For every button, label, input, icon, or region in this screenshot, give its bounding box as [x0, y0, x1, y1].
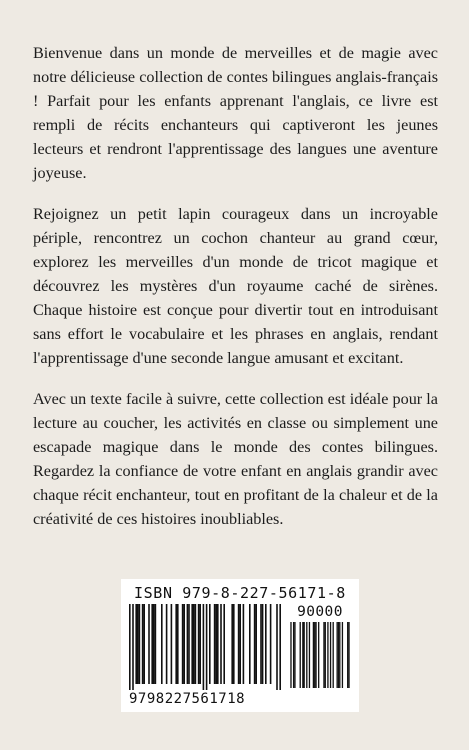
barcode-bar	[214, 604, 216, 684]
barcode-bar	[239, 604, 241, 684]
ean-digits: 9798227561718	[129, 691, 246, 707]
barcode-bar	[217, 604, 219, 684]
barcode-bar	[215, 604, 217, 684]
barcode-bar	[198, 604, 200, 684]
barcode-bar	[142, 604, 144, 684]
barcode-bar	[327, 622, 328, 688]
barcode-bar	[177, 604, 179, 684]
barcode-bar	[206, 604, 208, 690]
addon-barcode	[289, 622, 351, 688]
blurb-paragraph-2: Rejoignez un petit lapin courageux dans un incroyable périple, rencontrez un cochon chanteur au grand cœur, explorez les merveilles d'un monde de tricot magique et découvrez les mystères d'un royaume caché de sirènes. Chaque histoire est conçue pour divertir tout en introduisant sans effort le vocabulaire et les phrases en anglais, rendant l'apprentissage d'une seconde langue amusant et excitant.	[33, 205, 438, 367]
barcode-bar	[294, 622, 295, 688]
barcode-bar	[161, 604, 163, 684]
barcode-bar	[209, 604, 211, 684]
barcode-bar	[166, 604, 168, 684]
barcode-bar	[143, 604, 145, 684]
barcode-bar	[249, 604, 251, 684]
barcode-bar	[300, 622, 301, 688]
barcode-bar	[188, 604, 190, 684]
barcode-bar	[336, 622, 337, 688]
barcode-bar	[314, 622, 315, 688]
barcode-bar	[129, 604, 131, 690]
barcode-bar	[193, 604, 195, 684]
barcode-bar	[309, 622, 310, 688]
barcode-bar	[191, 604, 193, 684]
barcode-bar	[276, 604, 278, 690]
barcode-bar	[330, 622, 331, 688]
barcode-bar	[342, 622, 343, 688]
barcode-bar	[171, 604, 173, 684]
barcode-bar	[195, 604, 197, 684]
barcode-bar	[238, 604, 240, 684]
barcode-bar	[153, 604, 155, 684]
barcode-bar	[260, 604, 262, 684]
barcode-bar	[139, 604, 141, 684]
barcode-bar	[231, 604, 233, 684]
blurb-paragraph-3: Avec un texte facile à suivre, cette collection est idéale pour la lecture au coucher, les activités en classe ou simplement une escapade magique dans le monde des contes bilingues. Regardez la confiance de votre enfant en anglais grandir avec chaque récit enchanteur, tout en profitant de la chaleur et de la créativité de ces histoires inoubliables.	[33, 390, 438, 528]
barcode-bar	[151, 604, 153, 684]
barcode-bar	[135, 604, 137, 684]
barcode-bar	[155, 604, 157, 684]
barcode-bar	[199, 604, 201, 684]
barcode-bar	[338, 622, 339, 688]
isbn-barcode-panel	[121, 579, 359, 712]
barcode-bar	[339, 622, 340, 688]
barcode-bar	[347, 622, 348, 688]
blurb-text	[33, 41, 438, 548]
barcode-bar	[132, 604, 134, 690]
barcode-bar	[293, 622, 294, 688]
barcode-bar	[265, 604, 267, 684]
blurb-paragraph-1: Bienvenue dans un monde de merveilles et de magie avec notre délicieuse collection de contes bilingues anglais-français ! Parfait pour les enfants apprenant l'anglais, ce livre est rempli de récits enchanteurs qui captiveront les jeunes lecteurs et rendront l'apprentissage des langues une aventure joyeuse.	[33, 44, 438, 182]
barcode-row	[129, 604, 351, 690]
barcode-bar	[175, 604, 177, 684]
barcode-bar	[306, 622, 307, 688]
barcode-bar	[270, 604, 272, 684]
barcode-bar	[243, 604, 245, 684]
barcode-bar	[318, 622, 319, 688]
barcode-bar	[223, 604, 225, 684]
barcode-bar	[304, 622, 305, 688]
barcode-bar	[254, 604, 256, 684]
barcode-bar	[182, 604, 184, 684]
barcode-bar	[262, 604, 264, 684]
addon-price-digits: 90000	[297, 604, 343, 620]
ean13-barcode	[129, 604, 281, 690]
barcode-bar	[183, 604, 185, 684]
barcode-bar	[233, 604, 235, 684]
barcode-bar	[313, 622, 314, 688]
barcode-bar	[323, 622, 324, 688]
barcode-bar	[137, 604, 139, 684]
price-addon	[289, 604, 351, 690]
barcode-bar	[255, 604, 257, 684]
barcode-bar	[315, 622, 316, 688]
barcode-bar	[302, 622, 303, 688]
barcode-bar	[348, 622, 349, 688]
barcode-bar	[187, 604, 189, 684]
barcode-bar	[279, 604, 281, 690]
barcode-bar	[220, 604, 222, 684]
barcode-bar	[333, 622, 334, 688]
barcode-bar	[148, 604, 150, 684]
isbn-number: ISBN 979-8-227-56171-8	[134, 584, 346, 602]
barcode-bar	[290, 622, 291, 688]
barcode-bar	[203, 604, 205, 690]
barcode-bar	[325, 622, 326, 688]
